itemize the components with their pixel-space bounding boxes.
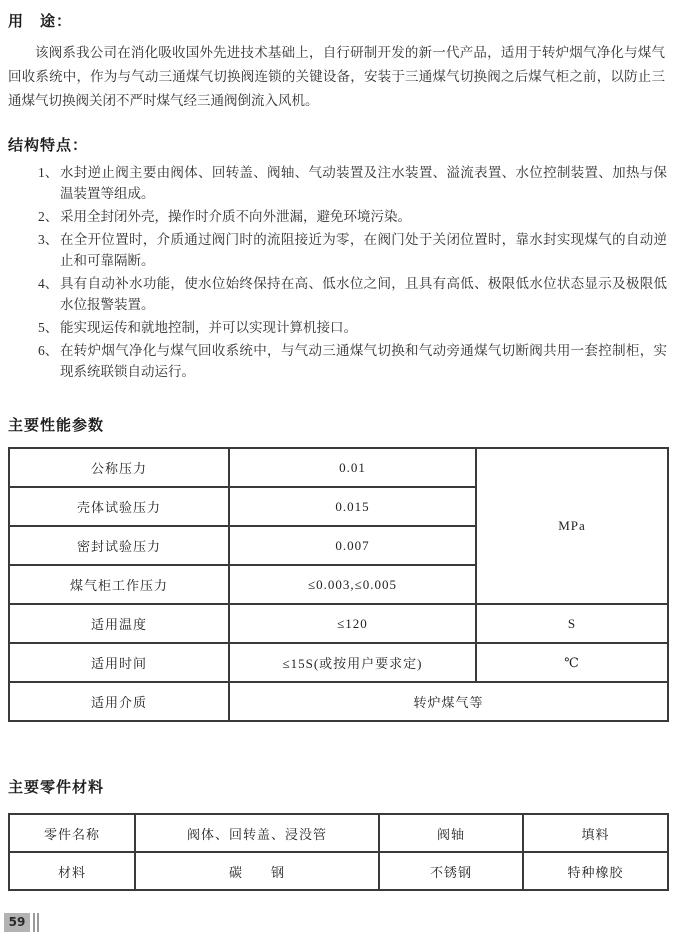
- param-label: 适用温度: [9, 604, 229, 643]
- param-label: 适用介质: [9, 682, 229, 721]
- param-label: 煤气柜工作压力: [9, 565, 229, 604]
- materials-heading: 主要零件材料: [8, 778, 105, 796]
- usage-paragraph: 该阀系我公司在消化吸收国外先进技术基础上，自行研制开发的新一代产品，适用于转炉烟气净化与煤气回收系统中，作为与气动三通煤气切换阀连锁的关键设备，安装于三通煤气切换阀之后煤气柜之前，以防止三通煤气切换阀关闭不严时煤气经三通阀倒流入风机。: [8, 45, 665, 108]
- param-label: 壳体试验压力: [9, 487, 229, 526]
- feature-text: 在全开位置时，介质通过阀门时的流阻接近为零，在阀门处于关闭位置时，靠水封实现煤气的自动逆止和可靠隔断。: [60, 232, 667, 268]
- feature-text: 水封逆止阀主要由阀体、回转盖、阀轴、气动装置及注水装置、溢流表置、水位控制装置、加热与保温装置等组成。: [60, 165, 667, 201]
- feature-text: 在转炉烟气净化与煤气回收系统中，与气动三通煤气切换和气动旁通煤气切断阀共用一套控制柜，实现系统联锁自动运行。: [60, 343, 667, 379]
- param-value: 转炉煤气等: [229, 682, 668, 721]
- features-list: [8, 162, 667, 382]
- param-unit: ℃: [476, 643, 668, 682]
- param-label: 适用时间: [9, 643, 229, 682]
- materials-cell: 碳 钢: [135, 852, 379, 890]
- materials-header-cell: 阀体、回转盖、浸没管: [135, 814, 379, 852]
- materials-header-cell: 填料: [523, 814, 668, 852]
- materials-cell: 特种橡胶: [523, 852, 668, 890]
- materials-header-cell: 阀轴: [379, 814, 523, 852]
- materials-cell: 材料: [9, 852, 135, 890]
- materials-cell: 不锈钢: [379, 852, 523, 890]
- table-row: [9, 814, 668, 852]
- feature-item: [38, 340, 667, 382]
- feature-item: [38, 317, 667, 338]
- table-row: [9, 604, 668, 643]
- table-row: [9, 682, 668, 721]
- feature-number: 2、: [38, 209, 59, 224]
- param-unit: S: [476, 604, 668, 643]
- feature-item: [38, 162, 667, 204]
- usage-heading: 用 途：: [8, 12, 73, 30]
- materials-table: [8, 813, 669, 891]
- feature-number: 4、: [38, 276, 59, 291]
- page-footer: [4, 913, 41, 932]
- feature-item: [38, 206, 667, 227]
- param-label: 公称压力: [9, 448, 229, 487]
- param-value: ≤120: [229, 604, 476, 643]
- feature-text: 具有自动补水功能，使水位始终保持在高、低水位之间，且具有高低、极限低水位状态显示及极限低水位报警装置。: [60, 276, 667, 312]
- table-row: [9, 448, 668, 487]
- feature-text: 能实现运传和就地控制，并可以实现计算机接口。: [60, 320, 357, 335]
- feature-number: 1、: [38, 165, 59, 180]
- table-row: [9, 643, 668, 682]
- footer-decoration-bars: [33, 913, 41, 932]
- feature-item: [38, 273, 667, 315]
- param-value: ≤0.003,≤0.005: [229, 565, 476, 604]
- page-number: 59: [4, 913, 30, 932]
- param-label: 密封试验压力: [9, 526, 229, 565]
- table-row: [9, 852, 668, 890]
- feature-item: [38, 229, 667, 271]
- param-value: 0.015: [229, 487, 476, 526]
- feature-number: 5、: [38, 320, 59, 335]
- param-value: 0.007: [229, 526, 476, 565]
- materials-header-cell: 零件名称: [9, 814, 135, 852]
- performance-heading: 主要性能参数: [8, 416, 105, 434]
- feature-number: 3、: [38, 232, 59, 247]
- param-unit-merged: MPa: [476, 448, 668, 604]
- feature-number: 6、: [38, 343, 59, 358]
- param-value: 0.01: [229, 448, 476, 487]
- performance-table: [8, 447, 669, 722]
- features-heading: 结构特点：: [8, 136, 89, 154]
- feature-text: 采用全封闭外壳，操作时介质不向外泄漏，避免环境污染。: [60, 209, 411, 224]
- param-value: ≤15S(或按用户要求定): [229, 643, 476, 682]
